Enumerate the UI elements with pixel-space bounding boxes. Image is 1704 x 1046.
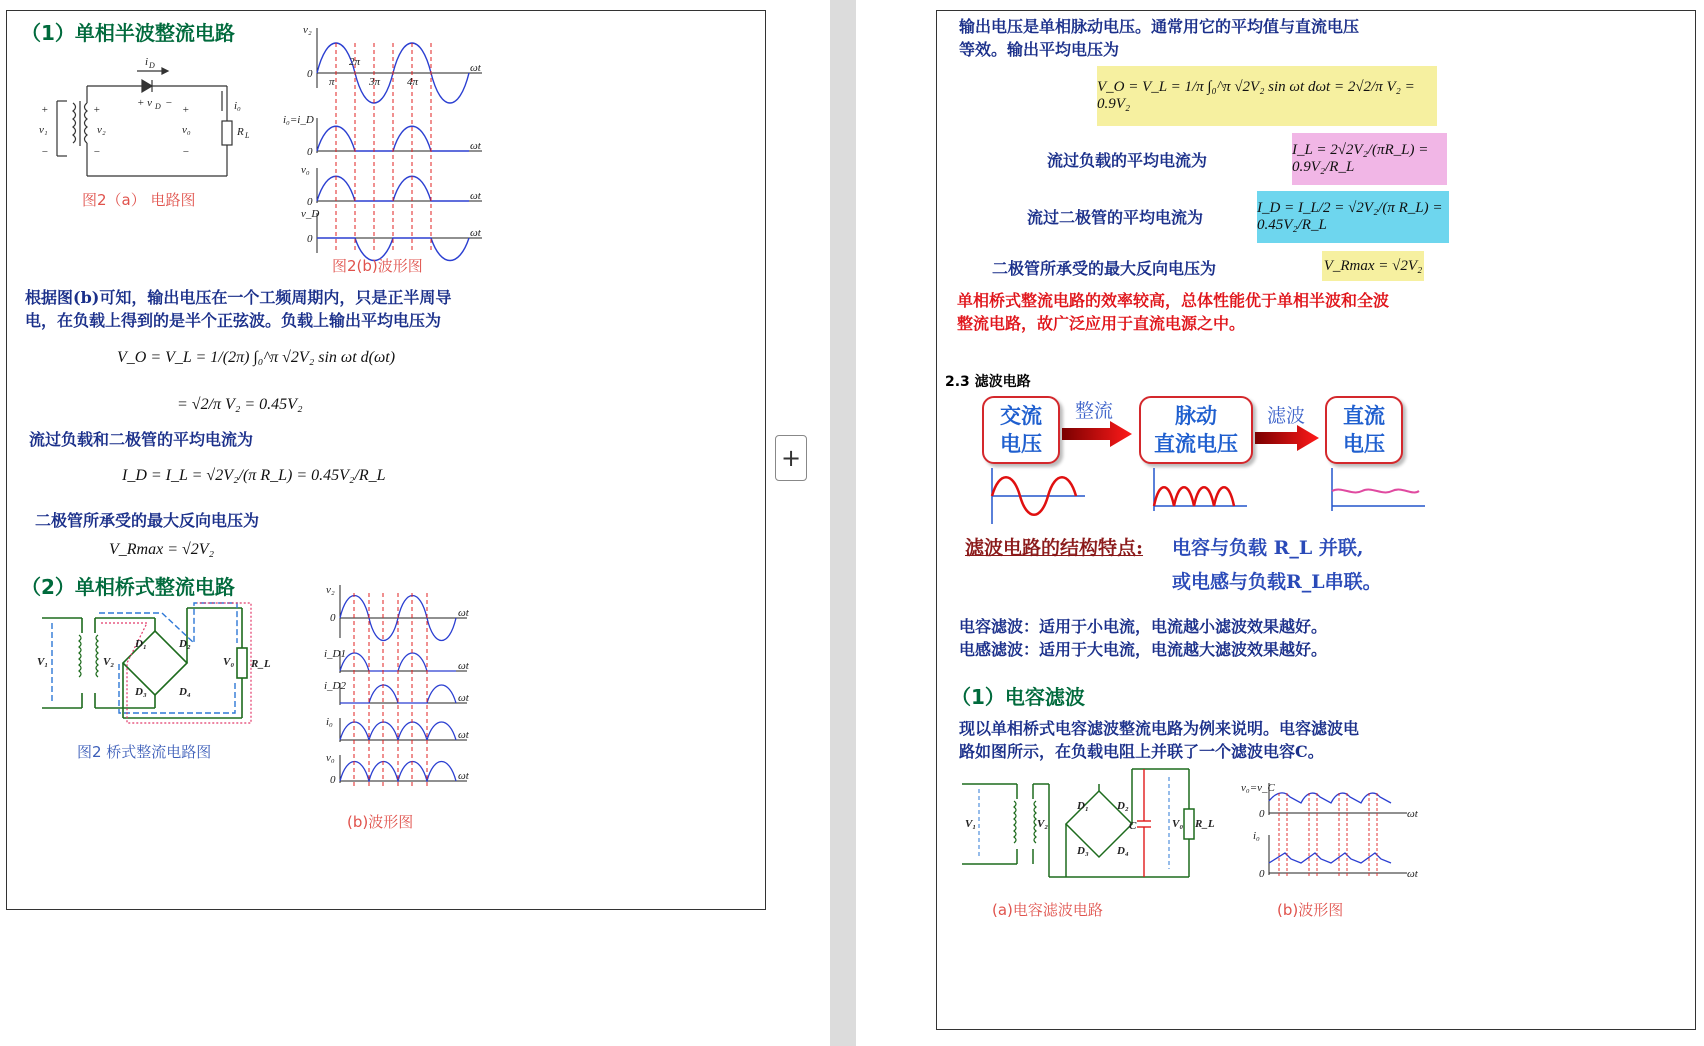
svg-text:D₄: D₄ (1117, 845, 1129, 857)
svg-text:ωt: ωt (458, 607, 469, 619)
formula-box-vrmax (1322, 251, 1424, 281)
cap-filter-waveform-figure (1241, 782, 1418, 893)
document-page-left (6, 10, 766, 910)
svg-text:C: C (1129, 820, 1137, 832)
flow-label-filter: 滤波 (1267, 405, 1306, 427)
svg-text:v₀=v_C: v₀=v_C (1241, 782, 1275, 794)
svg-text:ωt: ωt (470, 190, 481, 202)
line-max-reverse: 二极管所承受的最大反向电压为 (35, 511, 260, 530)
svg-text:v₁: v₁ (39, 124, 48, 136)
flow-box-ac (982, 396, 1060, 464)
label-max-reverse: 二极管所承受的最大反向电压为 (992, 259, 1217, 278)
add-page-button[interactable] (775, 435, 807, 481)
formula-box-il (1292, 133, 1447, 185)
svg-text:ωt: ωt (458, 692, 469, 704)
flow-arrow-right-icon-2 (1255, 425, 1319, 451)
svg-text:π: π (329, 76, 335, 88)
svg-text:R: R (237, 126, 244, 138)
flow-box-dc (1325, 396, 1403, 464)
svg-text:i_D1: i_D1 (324, 648, 346, 660)
caption-bridge-wave: (b)波形图 (347, 813, 414, 831)
svg-text:−: − (93, 146, 101, 158)
svg-text:+: + (182, 104, 190, 116)
svg-text:i₀=i_D: i₀=i_D (283, 114, 314, 126)
caption-cap-circuit: (a)电容滤波电路 (992, 901, 1103, 919)
red-line1: 单相桥式整流电路的效率较高，总体性能优于单相半波和全波 (957, 291, 1390, 310)
caption-fig2a: 图2（a） 电路图 (82, 191, 196, 209)
svg-text:ωt: ωt (458, 729, 469, 741)
formula-box-id (1257, 191, 1449, 243)
svg-text:−: − (41, 146, 49, 158)
flow-box-pulsing-dc (1139, 396, 1253, 464)
empty-area (6, 912, 826, 1046)
svg-text:V₀: V₀ (223, 656, 235, 668)
svg-text:0: 0 (307, 146, 313, 158)
document-page-right (936, 10, 1696, 1030)
svg-text:V₂: V₂ (103, 656, 115, 668)
svg-text:V₁: V₁ (37, 656, 49, 668)
flow-box-pulsing-line2: 直流电压 (1154, 432, 1238, 456)
cap-desc-line2: 路如图所示，在负载电阻上并联了一个滤波电容C。 (959, 742, 1324, 761)
cap-filter-line: 电容滤波：适用于小电流，电流越小滤波效果越好。 (959, 617, 1328, 636)
red-line2: 整流电路，故广泛应用于直流电源之中。 (957, 314, 1246, 333)
svg-text:D₂: D₂ (179, 638, 191, 650)
svg-text:ωt: ωt (458, 660, 469, 672)
svg-text:D₂: D₂ (1117, 800, 1129, 812)
flow-arrow-right-icon (1062, 421, 1132, 447)
formula-vo-line2: = √2/π V₂ = 0.45V₂ (177, 396, 303, 413)
svg-text:3π: 3π (369, 76, 381, 88)
svg-text:ωt: ωt (470, 227, 481, 239)
flow-box-dc-line2: 电压 (1343, 432, 1385, 456)
formula-id-right: I_D = I_L/2 = √2V₂/(π R_L) = 0.45V₂/R_L (1257, 200, 1443, 233)
svg-text:v₀: v₀ (182, 124, 191, 136)
svg-text:v₂: v₂ (326, 584, 335, 596)
intro-line1: 输出电压是单相脉动电压。通常用它的平均值与直流电压 (959, 17, 1360, 36)
svg-text:v₂: v₂ (97, 124, 106, 136)
page-gutter (830, 0, 856, 1046)
svg-text:0: 0 (307, 196, 313, 208)
svg-text:0: 0 (1259, 868, 1265, 880)
svg-text:i₀: i₀ (326, 716, 333, 728)
caption-cap-wave: (b)波形图 (1277, 901, 1344, 919)
half-wave-waveform-figure (283, 23, 487, 253)
formula-vo-line1: V_O = V_L = 1/(2π) ∫₀^π √2V₂ sin ωt d(ωt) (117, 349, 396, 366)
pulsing-dc-waveform-thumb (1149, 466, 1249, 526)
line-avg-current: 流过负载和二极管的平均电流为 (29, 430, 254, 449)
svg-text:ωt: ωt (1407, 868, 1418, 880)
caption-fig2b: 图2(b)波形图 (332, 257, 423, 275)
svg-text:−: − (182, 146, 190, 158)
svg-text:+: + (93, 104, 101, 116)
flow-box-pulsing-line1: 脉动 (1175, 404, 1217, 428)
svg-text:D: D (149, 61, 155, 70)
svg-text:i: i (145, 56, 149, 68)
dc-waveform-thumb (1327, 466, 1427, 526)
formula-vrmax-right: V_Rmax = √2V₂ (1323, 257, 1423, 274)
svg-text:V₀: V₀ (1172, 818, 1184, 830)
svg-text:+ v: + v (137, 97, 153, 109)
svg-text:V₁: V₁ (965, 818, 977, 830)
svg-text:4π: 4π (407, 76, 419, 88)
formula-vo-right: V_O = V_L = 1/π ∫₀^π √2V₂ sin ωt dωt = 2√2/π V₂ = 0.9V₂ (1097, 79, 1415, 112)
label-load-current: 流过负载的平均电流为 (1047, 151, 1208, 170)
flow-label-rectify: 整流 (1075, 400, 1114, 422)
bridge-circuit-diagram (37, 603, 271, 733)
svg-text:R_L: R_L (1195, 818, 1215, 830)
ind-filter-line: 电感滤波：适用于大电流，电流越大滤波效果越好。 (959, 640, 1328, 659)
svg-text:0: 0 (1259, 808, 1265, 820)
para-1-line1: 根据图(b)可知，输出电压在一个工频周期内，只是正半周导 (25, 288, 452, 307)
intro-line2: 等效。输出平均电压为 (959, 40, 1120, 59)
svg-text:v₂: v₂ (303, 24, 312, 36)
plus-icon: + (780, 444, 802, 472)
svg-text:L: L (245, 131, 250, 140)
flow-box-dc-line1: 直流 (1343, 404, 1385, 428)
heading-cap-filter: （1）电容滤波 (951, 685, 1085, 709)
svg-text:D₄: D₄ (179, 686, 191, 698)
ac-waveform-thumb (987, 466, 1087, 526)
svg-text:+: + (41, 104, 49, 116)
structure-line2: 或电感与负载R_L串联。 (1172, 571, 1382, 593)
svg-text:ωt: ωt (1407, 808, 1418, 820)
flow-box-ac-line2: 电压 (1000, 432, 1042, 456)
half-wave-circuit-diagram (37, 51, 250, 171)
svg-text:0: 0 (330, 774, 336, 786)
svg-text:D: D (155, 102, 161, 111)
svg-text:0: 0 (330, 612, 336, 624)
svg-text:ωt: ωt (458, 770, 469, 782)
svg-text:0: 0 (307, 68, 313, 80)
heading-bridge: （2）单相桥式整流电路 (21, 575, 235, 599)
svg-text:i₀: i₀ (234, 100, 241, 112)
structure-title: 滤波电路的结构特点: (965, 537, 1144, 559)
cap-desc-line1: 现以单相桥式电容滤波整流电路为例来说明。电容滤波电 (959, 719, 1360, 738)
svg-text:v₀: v₀ (326, 752, 335, 764)
svg-text:−: − (165, 97, 173, 109)
svg-text:R_L: R_L (251, 658, 271, 670)
formula-id-left: I_D = I_L = √2V₂/(π R_L) = 0.45V₂/R_L (122, 467, 386, 484)
caption-bridge: 图2 桥式整流电路图 (77, 743, 212, 761)
svg-text:V₂: V₂ (1037, 818, 1049, 830)
svg-text:i₀: i₀ (1253, 830, 1260, 842)
structure-line1: 电容与负载 R_L 并联, (1172, 537, 1364, 559)
svg-text:0: 0 (307, 233, 313, 245)
label-diode-current: 流过二极管的平均电流为 (1027, 208, 1204, 227)
svg-text:v_D: v_D (301, 208, 320, 220)
svg-text:D₁: D₁ (1077, 800, 1089, 812)
svg-text:2π: 2π (349, 56, 361, 68)
flow-box-ac-line1: 交流 (1000, 404, 1042, 428)
svg-text:D₃: D₃ (135, 686, 147, 698)
formula-box-vo (1097, 66, 1437, 126)
cap-filter-circuit-diagram (957, 769, 1217, 889)
bridge-waveform-figure (324, 583, 482, 803)
section-filter: 2.3 滤波电路 (945, 374, 1031, 390)
svg-text:D₁: D₁ (135, 638, 147, 650)
svg-text:D₃: D₃ (1077, 845, 1089, 857)
formula-vrmax-left: V_Rmax = √2V₂ (109, 541, 215, 558)
svg-text:v₀: v₀ (301, 164, 310, 176)
svg-text:ωt: ωt (470, 62, 481, 74)
formula-il: I_L = 2√2V₂/(πR_L) = 0.9V₂/R_L (1292, 142, 1429, 175)
para-1-line2: 电，在负载上得到的是半个正弦波。负载上输出平均电压为 (25, 311, 442, 330)
svg-text:i_D2: i_D2 (324, 680, 346, 692)
heading-half-wave: （1）单相半波整流电路 (21, 21, 235, 45)
svg-text:ωt: ωt (470, 140, 481, 152)
